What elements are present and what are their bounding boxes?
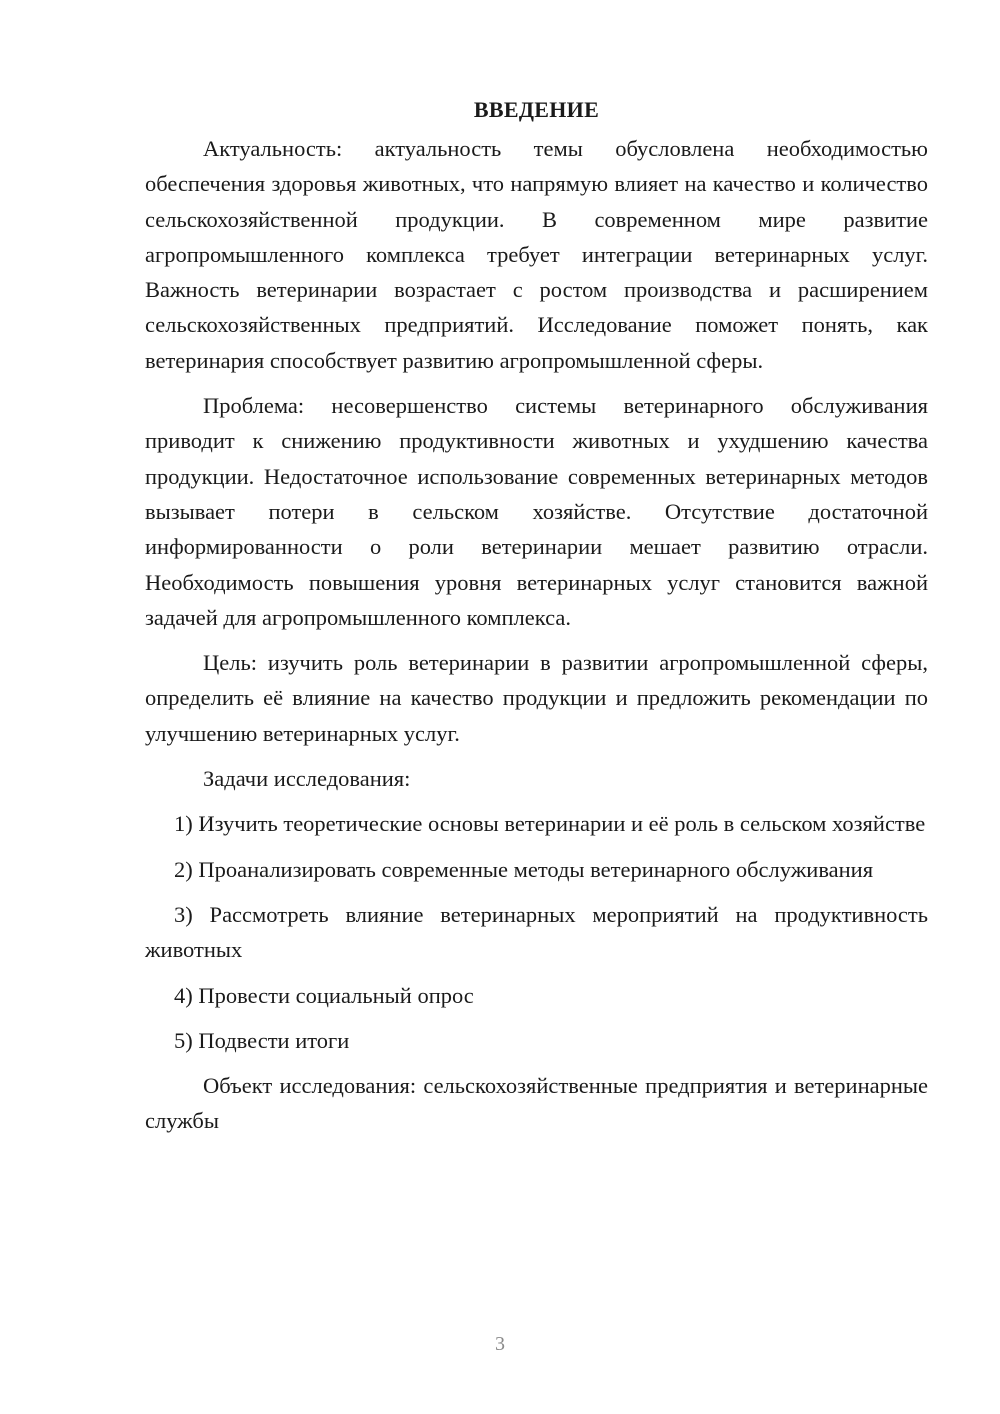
tasks-heading: Задачи исследования: (203, 766, 411, 792)
list-item: 1) Изучить теоретические основы ветеринарии и её роль в сельском хозяйстве (174, 811, 926, 837)
section-heading: ВВЕДЕНИЕ (473, 97, 600, 122)
list-item: 4) Провести социальный опрос (174, 982, 474, 1008)
tasks-list (145, 806, 928, 1058)
list-item: 5) Подвести итоги (174, 1027, 350, 1053)
paragraph-relevance: Актуальность: актуальность темы обусловлена необходимостью обеспечения здоровья животных, что напрямую влияет на качество и количество сельскохозяйственной продукции. В современном мире развитие агропромышленного комплекса требует интеграции ветеринарных услуг. Важность ветеринарии возрастает с ростом производства и расширением сельскохозяйственных предприятий. Исследование поможет понять, как ветеринария способствует развитию агропромышленной сферы. (145, 136, 928, 373)
document-page (145, 92, 928, 1149)
list-item: 3) Рассмотреть влияние ветеринарных мероприятий на продуктивность животных (145, 901, 928, 963)
paragraph-goal: Цель: изучить роль ветеринарии в развитии агропромышленной сферы, определить её влияние на качество продукции и предложить рекомендации по улучшению ветеринарных услуг. (145, 650, 928, 746)
paragraph-object: Объект исследования: сельскохозяйственные предприятия и ветеринарные службы (145, 1073, 928, 1134)
page-number: 3 (495, 1333, 505, 1355)
list-item: 2) Проанализировать современные методы ветеринарного обслуживания (174, 856, 874, 882)
paragraph-problem: Проблема: несовершенство системы ветеринарного обслуживания приводит к снижению продуктивности животных и ухудшению качества продукции. Недостаточное использование современных ветеринарных методов вызывает потери в сельском хозяйстве. Отсутствие достаточной информированности о роли ветеринарии мешает развитию отрасли. Необходимость повышения уровня ветеринарных услуг становится важной задачей для агропромышленного комплекса. (145, 393, 928, 630)
